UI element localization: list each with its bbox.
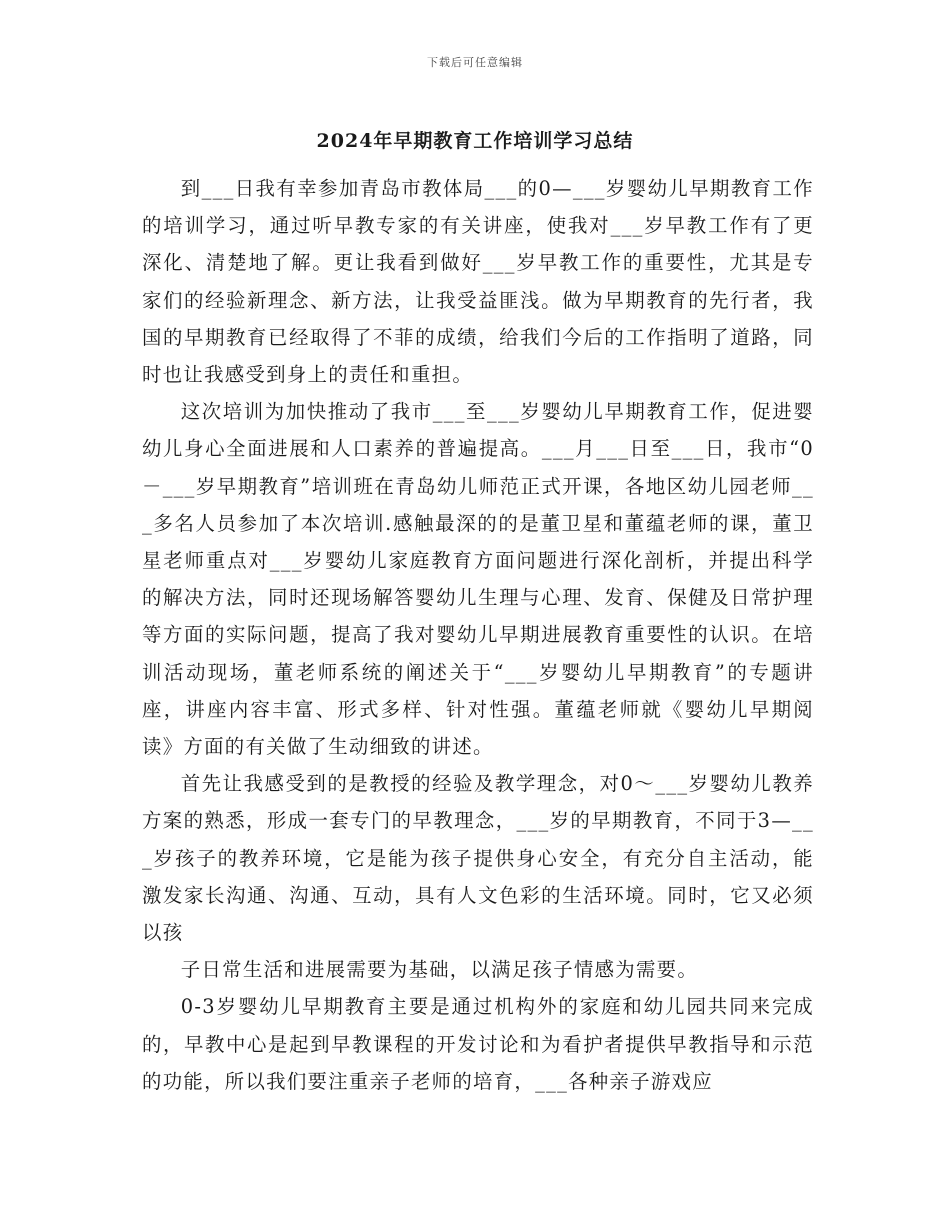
paragraph-4: 子日常生活和进展需要为基础，以满足孩子情感为需要。 (180, 958, 699, 982)
paragraph-3: 首先让我感受到的是教授的经验及教学理念，对0～___岁婴幼儿教养方案的熟悉，形成一套专门的早教理念，___岁的早期教育，不同于3—___岁孩子的教养环境，它是能为孩子提供身心安全，有充分自主活动，能激发家长沟通、沟通、互动，具有人文色彩的生活环境。同时，它又必须以孩 (142, 772, 814, 945)
paragraph-1: 到___日我有幸参加青岛市教体局___的0—___岁婴幼儿早期教育工作的培训学习，通过听早教专家的有关讲座，使我对___岁早教工作有了更深化、清楚地了解。更让我看到做好___岁早教工作的重要性，尤其是专家们的经验新理念、新方法，让我受益匪浅。做为早期教育的先行者，我国的早期教育已经取得了不菲的成绩，给我们今后的工作指明了道路，同时也让我感受到身上的责任和重担。 (142, 177, 814, 387)
document-title: 2024年早期教育工作培训学习总结 (316, 130, 634, 152)
document-body (142, 170, 814, 1100)
paragraph-2: 这次培训为加快推动了我市___至___岁婴幼儿早期教育工作，促进婴幼儿身心全面进展和人口素养的普遍提高。___月___日至___日，我市“0－___岁早期教育”培训班在青岛幼儿师范正式开课，各地区幼儿园老师___多名人员参加了本次培训.感触最深的的是董卫星和董蕴老师的课，董卫星老师重点对___岁婴幼儿家庭教育方面问题进行深化剖析，并提出科学的解决方法，同时还现场解答婴幼儿生理与心理、发育、保健及日常护理等方面的实际问题，提高了我对婴幼儿早期进展教育重要性的认识。在培训活动现场，董老师系统的阐述关于“___岁婴幼儿早期教育”的专题讲座，讲座内容丰富、形式多样、针对性强。董蕴老师就《婴幼儿早期阅读》方面的有关做了生动细致的讲述。 (142, 400, 814, 759)
header-note: 下载后可任意编辑 (427, 56, 523, 69)
paragraph-5: 0-3岁婴幼儿早期教育主要是通过机构外的家庭和幼儿园共同来完成的，早教中心是起到早教课程的开发讨论和为看护者提供早教指导和示范的功能，所以我们要注重亲子老师的培育，___各种亲子游戏应 (142, 995, 814, 1093)
